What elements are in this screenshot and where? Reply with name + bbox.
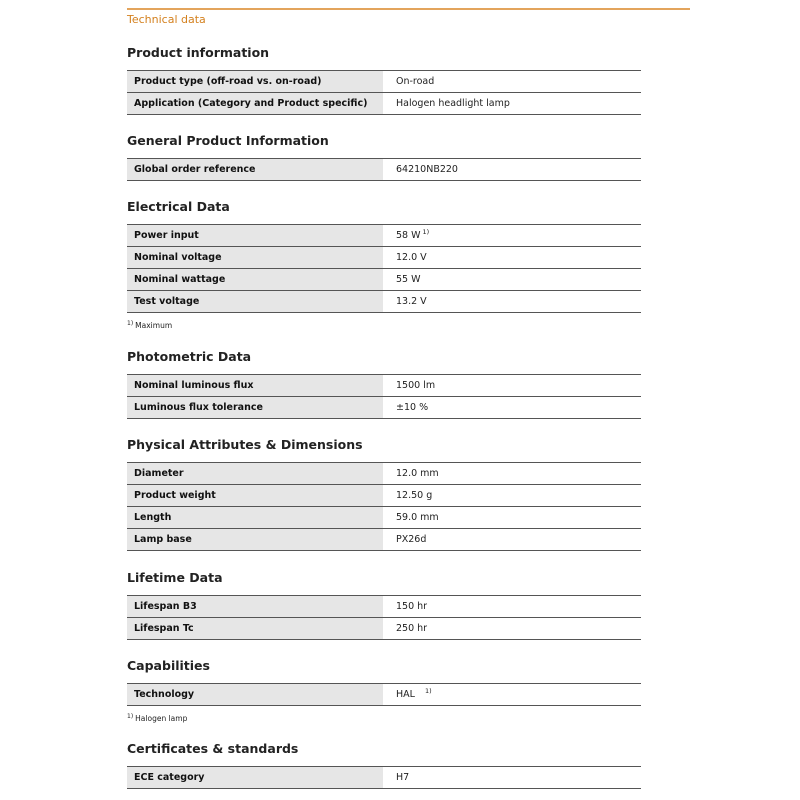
spec-section xyxy=(127,739,641,783)
spec-row xyxy=(127,224,641,246)
spec-value: PX26d xyxy=(383,529,641,550)
spec-table xyxy=(127,766,641,789)
footnote-mark: 1) xyxy=(424,687,432,695)
spec-label: Length xyxy=(127,507,383,528)
spec-value: H7 xyxy=(383,767,641,788)
spec-table xyxy=(127,224,641,313)
spec-value: 55 W xyxy=(383,269,641,290)
spec-label: Nominal luminous flux xyxy=(127,375,383,396)
spec-table xyxy=(127,374,641,419)
spec-section xyxy=(127,131,641,175)
spec-row xyxy=(127,374,641,396)
spec-label: Lifespan Tc xyxy=(127,618,383,639)
spec-row xyxy=(127,158,641,181)
spec-value: 64210NB220 xyxy=(383,159,641,180)
spec-label: Technology xyxy=(127,684,383,705)
spec-table xyxy=(127,462,641,551)
spec-row xyxy=(127,506,641,528)
spec-row xyxy=(127,766,641,789)
spec-section xyxy=(127,197,641,307)
spec-row xyxy=(127,462,641,484)
spec-value: 150 hr xyxy=(383,596,641,617)
spec-section xyxy=(127,656,641,700)
section-title: Capabilities xyxy=(127,658,210,673)
spec-label: Product type (off-road vs. on-road) xyxy=(127,71,383,92)
spec-table xyxy=(127,683,641,706)
spec-section xyxy=(127,347,641,413)
spec-label: Lamp base xyxy=(127,529,383,550)
section-title: Photometric Data xyxy=(127,349,252,364)
spec-row xyxy=(127,484,641,506)
spec-table xyxy=(127,595,641,640)
spec-label: Nominal voltage xyxy=(127,247,383,268)
spec-value: 1500 lm xyxy=(383,375,641,396)
spec-row xyxy=(127,246,641,268)
spec-section xyxy=(127,435,641,545)
section-title: Certificates & standards xyxy=(127,741,299,756)
spec-value: HAL $^{1)}$ xyxy=(383,684,641,705)
spec-label: Lifespan B3 xyxy=(127,596,383,617)
footnote: $^{1)}$ Maximum xyxy=(127,320,173,330)
spec-row xyxy=(127,617,641,640)
spec-section xyxy=(127,43,641,109)
spec-row xyxy=(127,396,641,419)
spec-value: 13.2 V xyxy=(383,291,641,312)
spec-label: Application (Category and Product specific) xyxy=(127,93,383,114)
spec-value: 59.0 mm xyxy=(383,507,641,528)
spec-value: 12.50 g xyxy=(383,485,641,506)
spec-value: 58 W $^{1)}$ xyxy=(383,225,641,246)
footnote: $^{1)}$ Halogen lamp xyxy=(127,713,188,723)
spec-row xyxy=(127,268,641,290)
spec-value: 12.0 V xyxy=(383,247,641,268)
spec-value: Halogen headlight lamp xyxy=(383,93,641,114)
spec-row xyxy=(127,92,641,115)
spec-label: Luminous flux tolerance xyxy=(127,397,383,418)
section-title: Physical Attributes & Dimensions xyxy=(127,437,363,452)
spec-row xyxy=(127,70,641,92)
page-title: Technical data xyxy=(127,13,206,26)
header-rule xyxy=(127,8,690,10)
spec-row xyxy=(127,528,641,551)
section-title: General Product Information xyxy=(127,133,329,148)
spec-row xyxy=(127,595,641,617)
footnote-mark: 1) xyxy=(422,228,430,236)
spec-section xyxy=(127,568,641,634)
section-title: Electrical Data xyxy=(127,199,230,214)
spec-value: ±10 % xyxy=(383,397,641,418)
spec-label: ECE category xyxy=(127,767,383,788)
spec-label: Power input xyxy=(127,225,383,246)
spec-table xyxy=(127,158,641,181)
spec-label: Global order reference xyxy=(127,159,383,180)
section-title: Lifetime Data xyxy=(127,570,223,585)
spec-label: Test voltage xyxy=(127,291,383,312)
spec-value: On-road xyxy=(383,71,641,92)
spec-value: 250 hr xyxy=(383,618,641,639)
spec-label: Product weight xyxy=(127,485,383,506)
spec-label: Diameter xyxy=(127,463,383,484)
spec-label: Nominal wattage xyxy=(127,269,383,290)
section-title: Product information xyxy=(127,45,270,60)
spec-table xyxy=(127,70,641,115)
spec-row xyxy=(127,683,641,706)
spec-row xyxy=(127,290,641,313)
spec-value: 12.0 mm xyxy=(383,463,641,484)
